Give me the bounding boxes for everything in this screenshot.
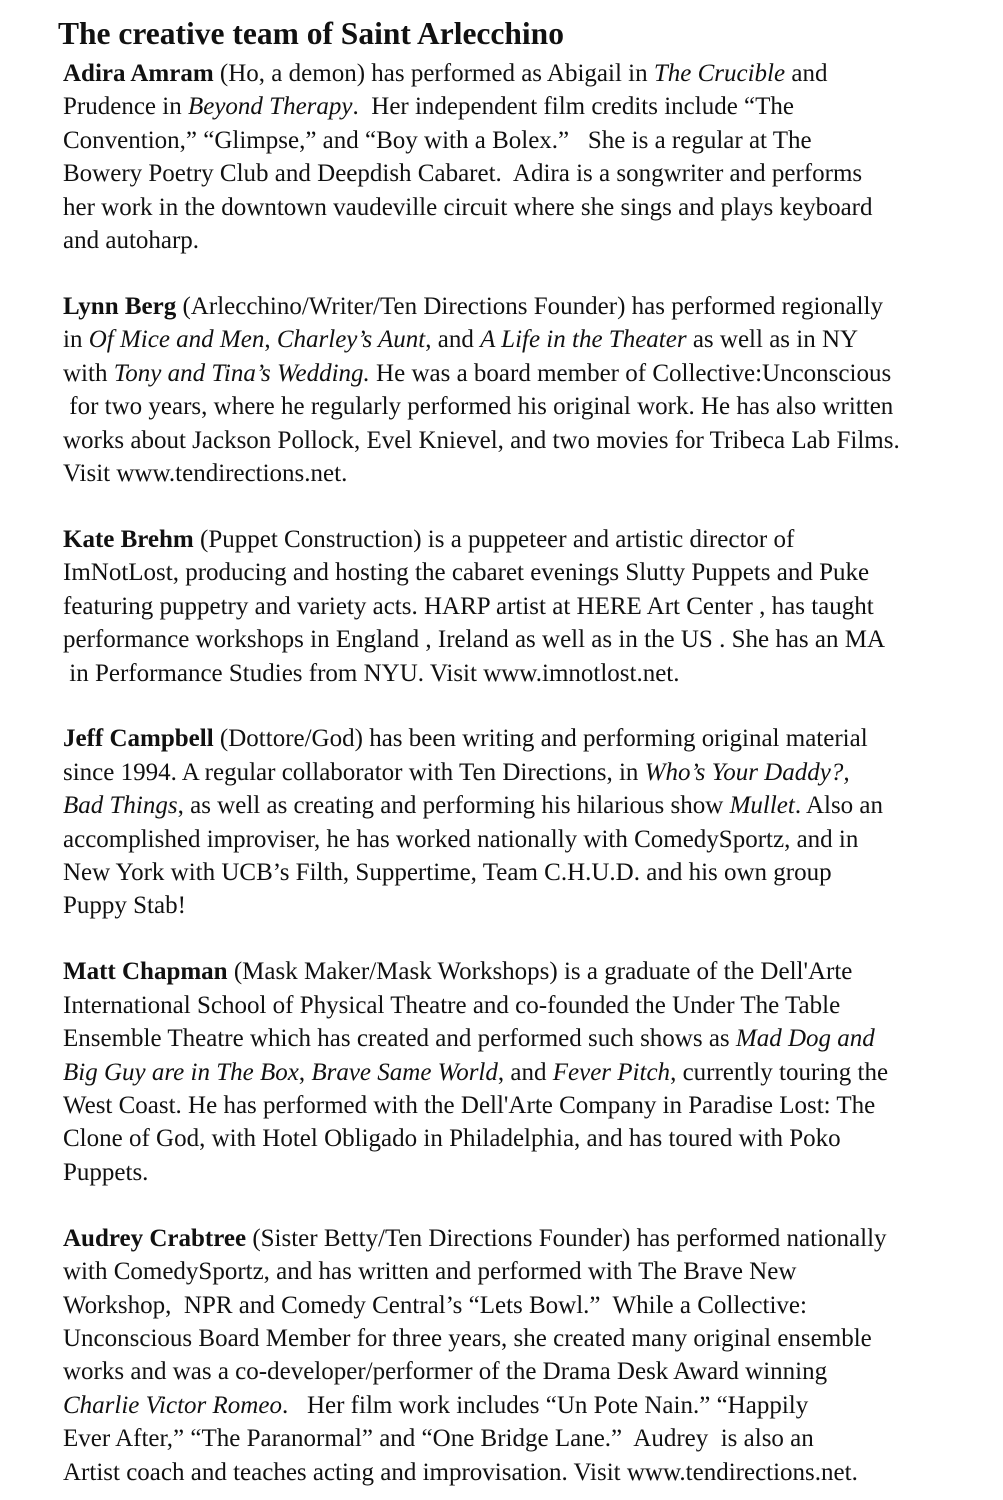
bio-text: Visit www.tendirections.net. <box>63 459 348 487</box>
bio-text: her work in the downtown vaudeville circuit where she sings and plays keyboard <box>63 193 873 221</box>
work-title: Big Guy are in The Box <box>63 1058 299 1086</box>
work-title: Bad Things <box>63 792 178 820</box>
work-title: The Crucible <box>653 60 786 87</box>
bio-line <box>63 1022 985 1055</box>
bio-text: with <box>63 359 114 387</box>
bio-text: . Also an <box>794 792 884 820</box>
bio-text: (Arlecchino/Writer/Ten Directions Founder) has performed regionally <box>176 292 883 320</box>
bio-text: in Performance Studies from NYU. Visit www.imnotlost.net. <box>63 659 680 687</box>
work-title: Beyond Therapy <box>187 93 353 121</box>
bio-line <box>63 657 985 690</box>
bio-text: (Mask Maker/Mask Workshops) is a graduate of the Dell'Arte <box>227 958 853 986</box>
bio-line <box>63 357 985 390</box>
bio-matt-chapman <box>63 955 985 1189</box>
bio-line <box>63 90 985 123</box>
bio-line <box>63 1089 985 1122</box>
bio-text: He was a board member of Collective:Unconscious <box>369 359 892 387</box>
work-title: Who’s Your Daddy?, <box>644 758 850 786</box>
bio-line <box>63 756 985 789</box>
bio-text: , <box>298 1058 312 1086</box>
bio-text: Puppets. <box>63 1158 149 1186</box>
person-name: Lynn Berg <box>63 292 177 320</box>
bio-line <box>63 157 985 190</box>
bio-text: in <box>63 326 89 354</box>
bio-text: Bowery Poetry Club and Deepdish Cabaret. Adira is a songwriter and performs <box>63 160 863 188</box>
bio-text: International School of Physical Theatre and co-founded the Under The Table <box>63 991 841 1019</box>
bio-text: (Puppet Construction) is a puppeteer and artistic director of <box>193 525 795 553</box>
bio-text: Ever After,” “The Paranormal” and “One Bridge Lane.” Audrey is also an <box>63 1425 814 1453</box>
bio-line <box>63 124 985 157</box>
bio-line <box>63 556 985 589</box>
bio-text: featuring puppetry and variety acts. HARP artist at HERE Art Center , has taught <box>63 592 874 620</box>
bio-text: Workshop, NPR and Comedy Central’s “Lets Bowl.” While a Collective: <box>63 1291 807 1319</box>
bio-line <box>63 1056 985 1089</box>
bio-text: , as well as creating and performing his hilarious show <box>177 792 730 820</box>
work-title: Mullet <box>729 792 795 820</box>
bio-line <box>63 989 985 1022</box>
bio-lynn-berg <box>63 290 985 490</box>
bio-text: (Ho, a demon) has performed as Abigail in <box>213 60 654 87</box>
person-name: Kate Brehm <box>63 525 194 553</box>
work-title: Mad Dog and <box>735 1025 875 1053</box>
page-title: The creative team of Saint Arlecchino <box>58 16 564 51</box>
bio-text: works about Jackson Pollock, Evel Knievel, and two movies for Tribeca Lab Films. <box>63 426 900 454</box>
bio-line <box>63 1289 985 1322</box>
work-title: Of Mice and Men <box>88 326 265 354</box>
person-name: Jeff Campbell <box>63 725 214 753</box>
bio-line <box>63 1389 985 1422</box>
bio-text: as well as in NY <box>686 326 859 354</box>
bio-text: ImNotLost, producing and hosting the cabaret evenings Slutty Puppets and Puke <box>63 559 870 587</box>
bio-line <box>63 424 985 457</box>
work-title: Tony and Tina’s Wedding. <box>113 359 370 387</box>
bio-line <box>63 889 985 922</box>
work-title: Charlie Victor Romeo <box>63 1391 282 1419</box>
bio-line <box>63 1156 985 1189</box>
bio-text: Puppy Stab! <box>63 892 186 920</box>
bio-text: New York with UCB’s Filth, Suppertime, Team C.H.U.D. and his own group <box>63 859 832 887</box>
bio-line <box>63 323 985 356</box>
bio-text: performance workshops in England , Ireland as well as in the US . She has an MA <box>63 626 886 654</box>
bio-kate-brehm <box>63 523 985 690</box>
bio-adira-amram <box>63 57 985 257</box>
bio-line <box>63 523 985 556</box>
bio-text: and <box>785 60 828 87</box>
bio-text: with ComedySportz, and has written and performed with The Brave New <box>63 1258 797 1286</box>
bio-text: Ensemble Theatre which has created and performed such shows as <box>63 1025 736 1053</box>
person-name: Audrey Crabtree <box>63 1224 247 1252</box>
person-name: Adira Amram <box>63 60 214 87</box>
bio-line <box>63 1422 985 1455</box>
bio-text: Convention,” “Glimpse,” and “Boy with a Bolex.” She is a regular at The <box>63 126 812 154</box>
bio-text: , and <box>425 326 481 354</box>
bio-text: West Coast. He has performed with the Dell'Arte Company in Paradise Lost: The <box>63 1091 876 1119</box>
bio-line <box>63 590 985 623</box>
bio-line <box>63 789 985 822</box>
work-title: Charley’s Aunt <box>276 326 426 354</box>
work-title: Fever Pitch <box>552 1058 671 1086</box>
bio-line <box>63 1222 985 1255</box>
bio-text: since 1994. A regular collaborator with Ten Directions, in <box>63 758 645 786</box>
bio-line <box>63 722 985 755</box>
bio-text: (Sister Betty/Ten Directions Founder) has performed nationally <box>246 1224 887 1252</box>
bio-line <box>63 191 985 224</box>
bio-line <box>63 623 985 656</box>
bio-line <box>63 955 985 988</box>
bio-text: Clone of God, with Hotel Obligado in Philadelphia, and has toured with Poko <box>63 1125 841 1153</box>
bio-line <box>63 1355 985 1388</box>
bio-line <box>63 224 985 257</box>
bio-text: , currently touring the <box>670 1058 889 1086</box>
bio-text: (Dottore/God) has been writing and performing original material <box>213 725 868 753</box>
bio-line <box>63 1255 985 1288</box>
bio-audrey-crabtree <box>63 1222 985 1489</box>
bio-text: , <box>264 326 277 354</box>
person-name: Matt Chapman <box>63 958 228 986</box>
bio-line <box>63 390 985 423</box>
bio-text: Prudence in <box>63 93 188 121</box>
bio-text: . Her independent film credits include “The <box>352 93 795 121</box>
bio-text: for two years, where he regularly performed his original work. He has also written <box>63 393 894 421</box>
work-title: A Life in the Theater <box>480 326 687 354</box>
bio-text: . Her film work includes “Un Pote Nain.” “Happily <box>281 1391 809 1419</box>
bio-list <box>0 57 985 1489</box>
bio-line <box>63 856 985 889</box>
bio-line <box>63 1322 985 1355</box>
bio-line <box>63 1456 985 1489</box>
bio-line <box>63 457 985 490</box>
bio-text: and autoharp. <box>63 227 200 255</box>
work-title: Brave Same World <box>311 1058 498 1086</box>
bio-line <box>63 823 985 856</box>
bio-text: works and was a co-developer/performer of the Drama Desk Award winning <box>63 1358 828 1386</box>
bio-jeff-campbell <box>63 722 985 922</box>
bio-text: , and <box>497 1058 553 1086</box>
bio-text: Artist coach and teaches acting and improvisation. Visit www.tendirections.net. <box>63 1458 858 1486</box>
bio-line <box>63 290 985 323</box>
bio-text: Unconscious Board Member for three years, she created many original ensemble <box>63 1324 872 1352</box>
bio-text: accomplished improviser, he has worked nationally with ComedySportz, and in <box>63 825 859 853</box>
bio-line <box>63 57 985 90</box>
bio-line <box>63 1122 985 1155</box>
